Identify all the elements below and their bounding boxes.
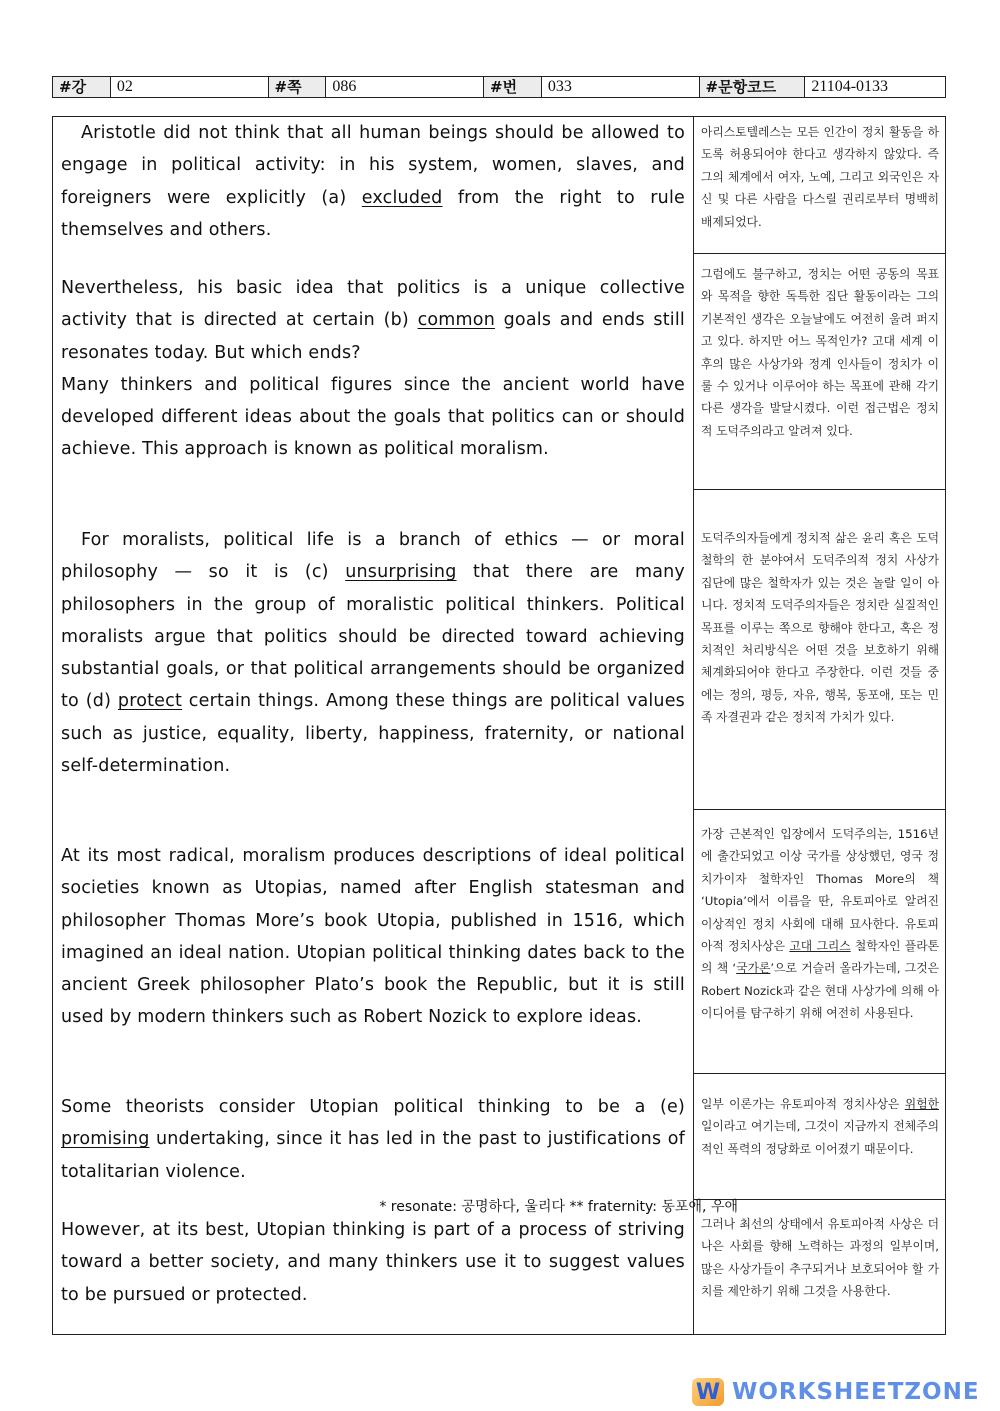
text-segment: Aristotle did not think that all human beings should be allowed to engage in political activity: in his system, women, slaves, and foreigners were explicitly (a) [61,123,685,208]
vocabulary-footnote: * resonate: 공명하다, 울리다 ** fraternity: 동포애, 우애 [379,1199,738,1215]
passage-table [52,116,946,1335]
text-segment: At its most radical, moralism produces descriptions of ideal political societies known as Utopias, named after English statesman and philosopher Thomas More’s book Utopia, published in 1516, which imagined an ideal nation. Utopian political thinking dates back to the ancient Greek philosopher Plato’s book the Republic, but it is still used by modern thinkers such as Robert Nozick to explore ideas. [61,846,685,1028]
worksheetzone-logo [692,1374,980,1410]
text-segment: ’으로 거슬러 올라가는데, 그것은 Robert Nozick과 같은 현대 사상가에 의해 아이디어를 탐구하기 위해 여전히 사용된다. [701,961,939,1021]
text-segment: Many thinkers and political figures since the ancient world have developed different ideas about the goals that politics can or should achieve. This approach is known as political moralism. [61,374,685,460]
text-segment: certain things. Among these things are political values such as justice, equality, liberty, happiness, fraternity, or national self-determination. [61,691,685,777]
header-table [52,76,946,98]
text-segment: 일이라고 여기는데, 그것이 지금까지 전체주의적인 폭력의 정당화로 이어졌기 때문이다. [701,1119,939,1156]
lecture-value: 02 [111,77,269,97]
code-value: 21104-0133 [811,78,889,95]
text-segment: 그러나 최선의 상태에서 유토피아적 사상은 더 나은 사회를 향해 노력하는 과정의 일부이며, 많은 사상가들이 추구되거나 보호되어야 할 가치를 제안하기 위해 그것을 사용한다. [701,1217,939,1299]
korean-translation-2 [701,263,939,442]
korean-translation-3 [701,527,939,729]
underlined-vocab-word: protect [117,691,183,712]
underlined-translation-word: 위험한 [904,1097,939,1111]
number-label: #번 [484,77,542,97]
underlined-vocab-word: common [417,310,495,331]
text-segment: 일부 이론가는 유토피아적 정치사상은 [701,1097,905,1111]
row-divider [693,1073,945,1074]
english-paragraph-6 [61,1214,685,1311]
page-label: #쪽 [269,77,327,97]
text-segment: 도덕주의자들에게 정치적 삶은 윤리 혹은 도덕 철학의 한 분야여서 도덕주의적 정치 사상가 집단에 많은 철학자가 있는 것은 놀랄 일이 아니다. 정치적 도덕주의자들은 정치란 실질적인 목표를 이루는 쪽으로 향해야 한다고, 혹은 정치적인 처리방식은 어떤 것을 보호하기 위해 체계화되어야 한다고 주장한다. 이런 것들 중에는 정의, 평등, 자유, 행복, 동포애, 또는 민족 자결권과 같은 정치적 가치가 있다. [701,531,939,725]
row-divider [693,489,945,490]
underlined-vocab-word: excluded [361,187,443,208]
row-divider [693,253,945,254]
text-segment: 아리스토텔레스는 모든 인간이 정치 활동을 하도록 허용되어야 한다고 생각하지 않았다. 즉 그의 체계에서 여자, 노예, 그리고 외국인은 자신 및 다른 사람을 다스릴 권리로부터 명백히 배제되었다. [701,125,939,229]
text-segment: Nevertheless, his basic idea that politics is a unique collective activity that is directed at certain (b) [61,278,685,331]
korean-translation-6 [701,1213,939,1303]
underlined-vocab-word: unsurprising [345,562,457,583]
page-value: 086 [326,77,484,97]
english-paragraph-4 [61,840,685,1034]
underlined-translation-word: 고대 그리스 [789,939,851,954]
korean-translation-4 [701,823,939,1025]
english-paragraph-3 [61,524,685,782]
underlined-vocab-word: promising [61,1129,150,1150]
underlined-translation-word: 국가론 [736,961,771,976]
logo-wordmark: WORKSHEETZONE [732,1379,980,1405]
logo-mark-icon: W [692,1378,724,1406]
text-segment: goals and ends still resonates today. But which ends? [61,310,685,363]
english-paragraph-5 [61,1091,685,1188]
text-segment: undertaking, since it has led in the past to justifications of totalitarian violence. [61,1129,685,1182]
text-segment: For moralists, political life is a branch of ethics — or moral philosophy — so it is (c) [61,530,685,583]
text-segment: 철학자인 플라톤의 책 ‘ [701,939,939,976]
row-divider [693,809,945,810]
code-label: #문항코드 [700,77,806,97]
text-segment: that there are many philosophers in the group of moralistic political thinkers. Political moralists argue that politics should be directed toward achieving substantial goals, or that political arrangements should be organized to (d) [61,562,685,712]
english-paragraph-2 [61,272,685,466]
text-segment: Some theorists consider Utopian political thinking to be a (e) [61,1097,685,1117]
korean-translation-1 [701,121,939,233]
number-value: 033 [542,77,700,97]
english-paragraph-1 [61,117,685,246]
text-segment: However, at its best, Utopian thinking is part of a process of striving toward a better society, and many thinkers use it to suggest values to be pursued or protected. [61,1220,685,1305]
column-divider [693,117,694,1334]
text-segment: 그럼에도 불구하고, 정치는 어떤 공동의 목표와 목적을 향한 독특한 집단 활동이라는 그의 기본적인 생각은 오늘날에도 여전히 울려 퍼지고 있다. 하지만 어느 목적인가? 고대 세계 이후의 많은 사상가와 정계 인사들이 정치가 이룰 수 있거나 이루어야 하는 목표에 관해 각기 다른 생각을 발달시켰다. 이런 접근법은 정치적 도덕주의라고 알려져 있다. [701,267,939,438]
text-segment: 가장 근본적인 입장에서 도덕주의는, 1516년에 출간되었고 이상 국가를 상상했던, 영국 정치가이자 철학자인 Thomas More의 책 ‘Utopia’에서 이름을 딴, 유토피아로 알려진 이상적인 정치 사회에 대해 묘사한다. 유토피아적 정치사상은 [701,827,939,954]
text-segment: from the right to rule themselves and others. [61,187,685,240]
lecture-label: #강 [53,77,111,97]
korean-translation-5 [701,1093,939,1160]
